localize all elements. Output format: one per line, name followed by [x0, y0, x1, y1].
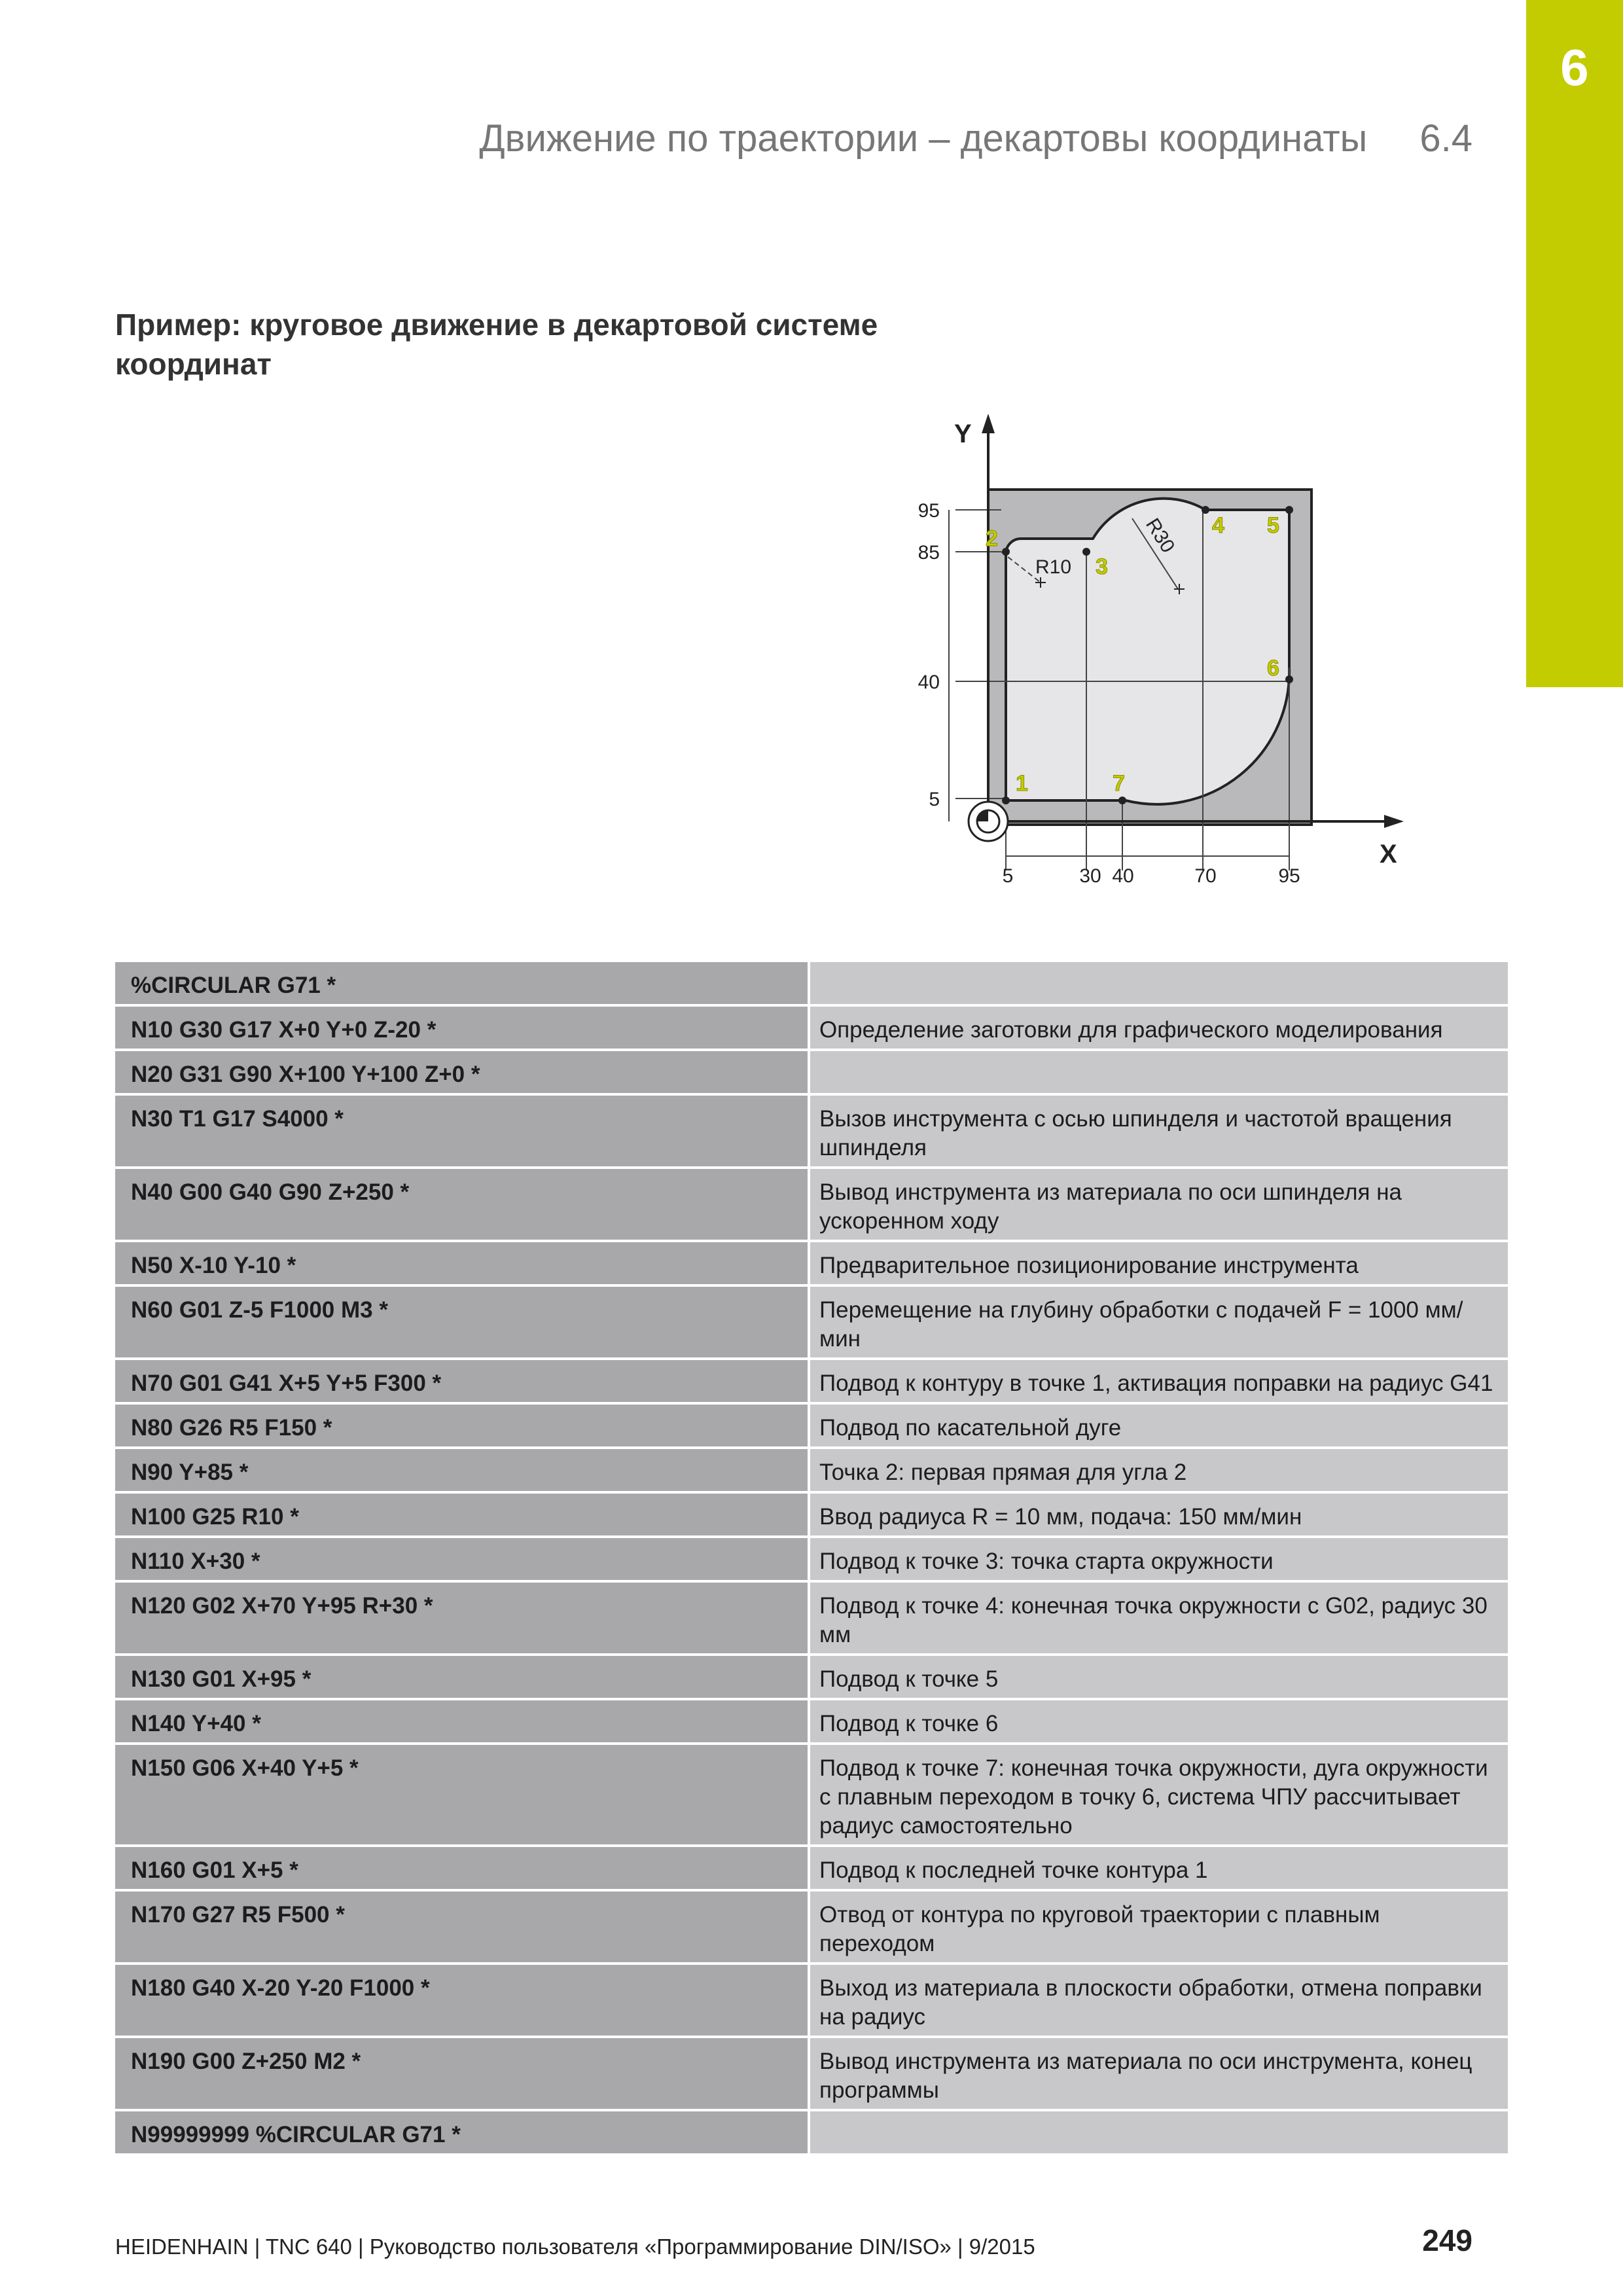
example-title: Пример: круговое движение в декартовой системе координат — [115, 308, 878, 381]
nc-block-code: N120 G02 X+70 Y+95 R+30 * — [115, 1583, 808, 1653]
nc-block-comment — [810, 1051, 1508, 1093]
nc-block-comment: Подвод к точке 6 — [810, 1700, 1508, 1742]
point-label-4: 4 — [1212, 513, 1224, 538]
nc-block-code: N30 T1 G17 S4000 * — [115, 1096, 808, 1166]
program-row — [115, 1287, 1508, 1357]
program-row — [115, 1360, 1508, 1402]
nc-block-code: N70 G01 G41 X+5 Y+5 F300 * — [115, 1360, 808, 1402]
nc-block-code: N99999999 %CIRCULAR G71 * — [115, 2111, 808, 2153]
x-axis-arrow-icon — [1384, 815, 1404, 828]
nc-block-code: N150 G06 X+40 Y+5 * — [115, 1745, 808, 1844]
page-footer: HEIDENHAIN | TNC 640 | Руководство пользователя «Программирование DIN/ISO» | 9/2015 — [115, 2234, 1035, 2259]
point-label-5: 5 — [1267, 513, 1279, 538]
x-tick-40: 40 — [1112, 865, 1134, 887]
nc-block-comment — [810, 962, 1508, 1004]
x-tick-30: 30 — [1079, 865, 1101, 887]
nc-block-code: N130 G01 X+95 * — [115, 1656, 808, 1698]
y-tick-40: 40 — [918, 672, 940, 693]
x-axis-label: X — [1380, 840, 1397, 869]
nc-block-code: N80 G26 R5 F150 * — [115, 1405, 808, 1446]
point-label-2: 2 — [986, 526, 998, 551]
program-row — [115, 1847, 1508, 1889]
program-row — [115, 1965, 1508, 2036]
nc-block-code: N170 G27 R5 F500 * — [115, 1892, 808, 1962]
nc-block-comment: Подвод к точке 3: точка старта окружности — [810, 1538, 1508, 1580]
nc-block-code: N190 G00 Z+250 M2 * — [115, 2038, 808, 2109]
program-row — [115, 962, 1508, 1004]
program-row — [115, 1745, 1508, 1844]
contour-path — [1006, 499, 1289, 804]
nc-block-code: %CIRCULAR G71 * — [115, 962, 808, 1004]
program-row — [115, 1892, 1508, 1962]
y-axis-arrow-icon — [982, 414, 995, 433]
y-tick-85: 85 — [918, 542, 940, 564]
nc-block-comment: Определение заготовки для графического моделирования — [810, 1007, 1508, 1049]
nc-block-code: N90 Y+85 * — [115, 1449, 808, 1491]
point-label-1: 1 — [1016, 771, 1028, 796]
nc-block-comment: Вывод инструмента из материала по оси инструмента, конец программы — [810, 2038, 1508, 2109]
point-label-6: 6 — [1267, 656, 1279, 681]
y-tick-5: 5 — [929, 789, 940, 810]
nc-block-code: N50 X-10 Y-10 * — [115, 1242, 808, 1284]
header-title: Движение по траектории – декартовы координаты — [479, 117, 1368, 160]
x-tick-95: 95 — [1278, 865, 1300, 887]
nc-block-code: N140 Y+40 * — [115, 1700, 808, 1742]
nc-block-comment: Выход из материала в плоскости обработки, отмена поправки на радиус — [810, 1965, 1508, 2036]
program-row — [115, 1096, 1508, 1166]
nc-block-comment: Ввод радиуса R = 10 мм, подача: 150 мм/мин — [810, 1494, 1508, 1535]
nc-block-code: N20 G31 G90 X+100 Y+100 Z+0 * — [115, 1051, 808, 1093]
nc-block-comment: Предварительное позиционирование инструмента — [810, 1242, 1508, 1284]
point-1-dot — [1002, 797, 1010, 804]
x-tick-70: 70 — [1194, 865, 1217, 887]
nc-block-comment: Подвод к точке 7: конечная точка окружности, дуга окружности с плавным переходом в точку 6, система ЧПУ рассчитывает радиус самостоятельно — [810, 1745, 1508, 1844]
nc-block-code: N110 X+30 * — [115, 1538, 808, 1580]
program-row — [115, 1169, 1508, 1240]
nc-block-code: N10 G30 G17 X+0 Y+0 Z-20 * — [115, 1007, 808, 1049]
y-axis-label: Y — [954, 420, 972, 448]
chapter-number: 6 — [1560, 39, 1589, 96]
nc-block-comment: Вывод инструмента из материала по оси шпинделя на ускоренном ходу — [810, 1169, 1508, 1240]
contour-diagram — [851, 393, 1440, 916]
y-tick-95: 95 — [918, 500, 940, 522]
radius-label-r30: R30 — [1141, 514, 1179, 557]
nc-block-comment: Подвод к точке 5 — [810, 1656, 1508, 1698]
point-label-3: 3 — [1096, 554, 1108, 579]
nc-block-comment: Подвод к точке 4: конечная точка окружности с G02, радиус 30 мм — [810, 1583, 1508, 1653]
radius-label-r10: R10 — [1035, 556, 1072, 578]
program-row — [115, 1538, 1508, 1580]
nc-block-comment: Отвод от контура по круговой траектории с плавным переходом — [810, 1892, 1508, 1962]
program-row — [115, 1007, 1508, 1049]
program-row — [115, 1405, 1508, 1446]
point-4-dot — [1202, 506, 1209, 514]
program-row — [115, 1656, 1508, 1698]
nc-program-table — [115, 962, 1508, 2156]
page-header — [262, 117, 1472, 160]
nc-block-comment — [810, 2111, 1508, 2153]
page-number: 249 — [1422, 2223, 1472, 2257]
program-row — [115, 2111, 1508, 2153]
nc-block-code: N100 G25 R10 * — [115, 1494, 808, 1535]
nc-block-comment: Подвод к контуру в точке 1, активация поправки на радиус G41 — [810, 1360, 1508, 1402]
chapter-tab — [1526, 0, 1623, 687]
nc-block-comment: Подвод по касательной дуге — [810, 1405, 1508, 1446]
nc-block-code: N180 G40 X-20 Y-20 F1000 * — [115, 1965, 808, 2036]
nc-block-comment: Подвод к последней точке контура 1 — [810, 1847, 1508, 1889]
point-5-dot — [1285, 506, 1293, 514]
nc-block-code: N160 G01 X+5 * — [115, 1847, 808, 1889]
program-row — [115, 2038, 1508, 2109]
nc-block-code: N40 G00 G40 G90 Z+250 * — [115, 1169, 808, 1240]
point-3-dot — [1082, 548, 1090, 556]
program-row — [115, 1449, 1508, 1491]
point-2-dot — [1002, 548, 1010, 556]
program-row — [115, 1051, 1508, 1093]
x-tick-5: 5 — [1002, 865, 1014, 887]
point-6-dot — [1285, 675, 1293, 683]
program-row — [115, 1494, 1508, 1535]
program-row — [115, 1583, 1508, 1653]
nc-block-comment: Точка 2: первая прямая для угла 2 — [810, 1449, 1508, 1491]
point-label-7: 7 — [1113, 771, 1125, 796]
header-section: 6.4 — [1419, 117, 1472, 160]
nc-block-comment: Перемещение на глубину обработки с подачей F = 1000 мм/мин — [810, 1287, 1508, 1357]
program-row — [115, 1242, 1508, 1284]
program-row — [115, 1700, 1508, 1742]
nc-block-comment: Вызов инструмента с осью шпинделя и частотой вращения шпинделя — [810, 1096, 1508, 1166]
nc-block-code: N60 G01 Z-5 F1000 M3 * — [115, 1287, 808, 1357]
point-7-dot — [1118, 797, 1126, 804]
